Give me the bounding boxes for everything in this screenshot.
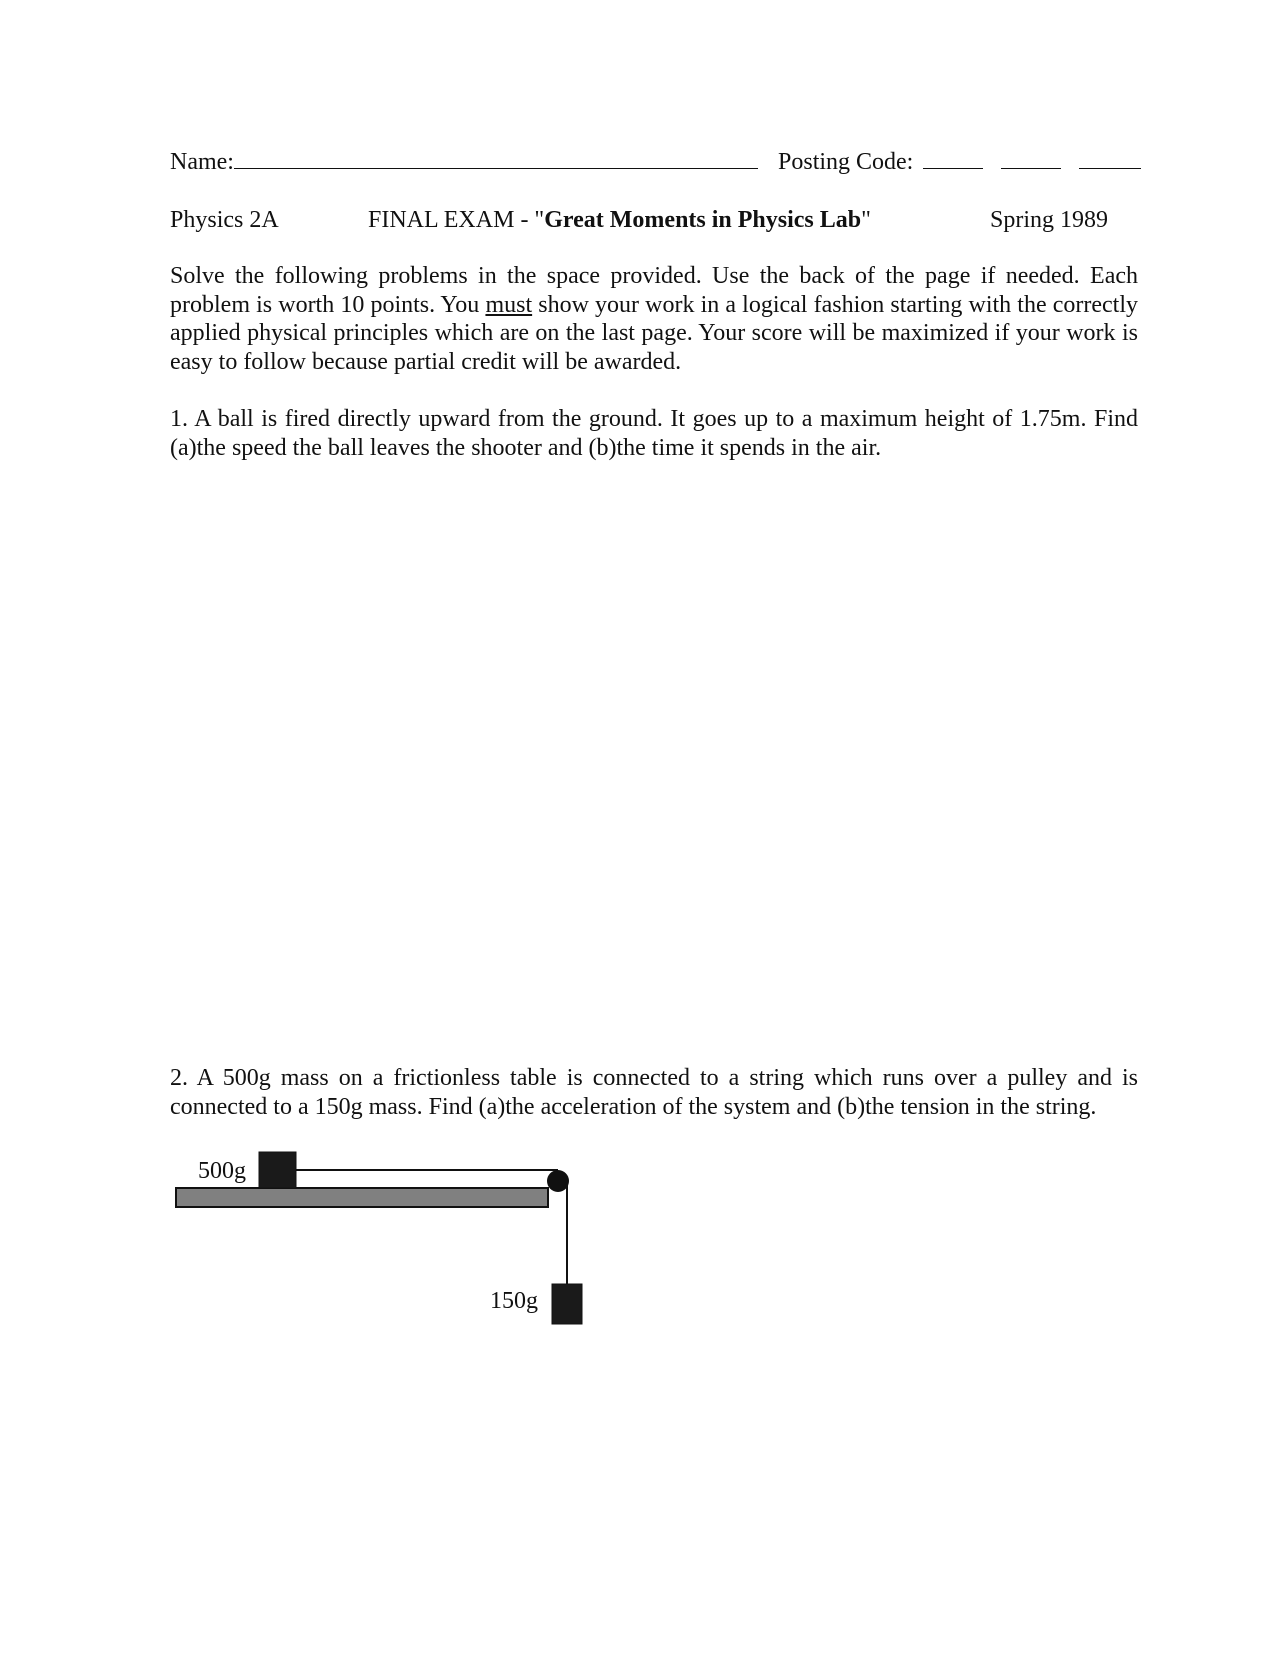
exam-title-suffix: " [861,207,871,233]
posting-code-label: Posting Code: [778,149,914,175]
term-label: Spring 1989 [990,207,1109,233]
hanging-mass-block [552,1284,582,1324]
table-mass-label: 500g [198,1158,246,1184]
exam-title: Great Moments in Physics Lab [544,207,862,233]
pulley-icon [547,1170,569,1192]
instructions-text-2: show your work in a logical fashion starting with the correctly applied physical principles which are on the last page. Your score will be maximized if your work is easy to follow because partial credit will be awarded. [170,291,1138,375]
name-label: Name: [170,149,234,175]
instructions-text-1: Solve the following problems in the space provided. Use the back of the page if needed. Each problem is worth 10 points. You [170,263,1138,318]
problem-1-text: 1. A ball is fired directly upward from the ground. It goes up to a maximum height of 1.75m. Find (a)the speed the ball leaves the shooter and (b)the time it spends in the air. [170,406,1138,461]
table [176,1188,548,1207]
exam-title-prefix: FINAL EXAM - " [368,207,545,233]
course-label: Physics 2A [170,207,279,233]
hanging-mass-label: 150g [490,1288,538,1314]
problem-2-answer-space[interactable] [170,1340,1138,1620]
table-mass-block [259,1152,296,1188]
instructions-emphasis: must [485,291,533,318]
problem-2-text: 2. A 500g mass on a frictionless table is connected to a string which runs over a pulley and is connected to a 150g mass. Find (a)the acceleration of the system and (b)the tension in the string. [170,1065,1138,1120]
